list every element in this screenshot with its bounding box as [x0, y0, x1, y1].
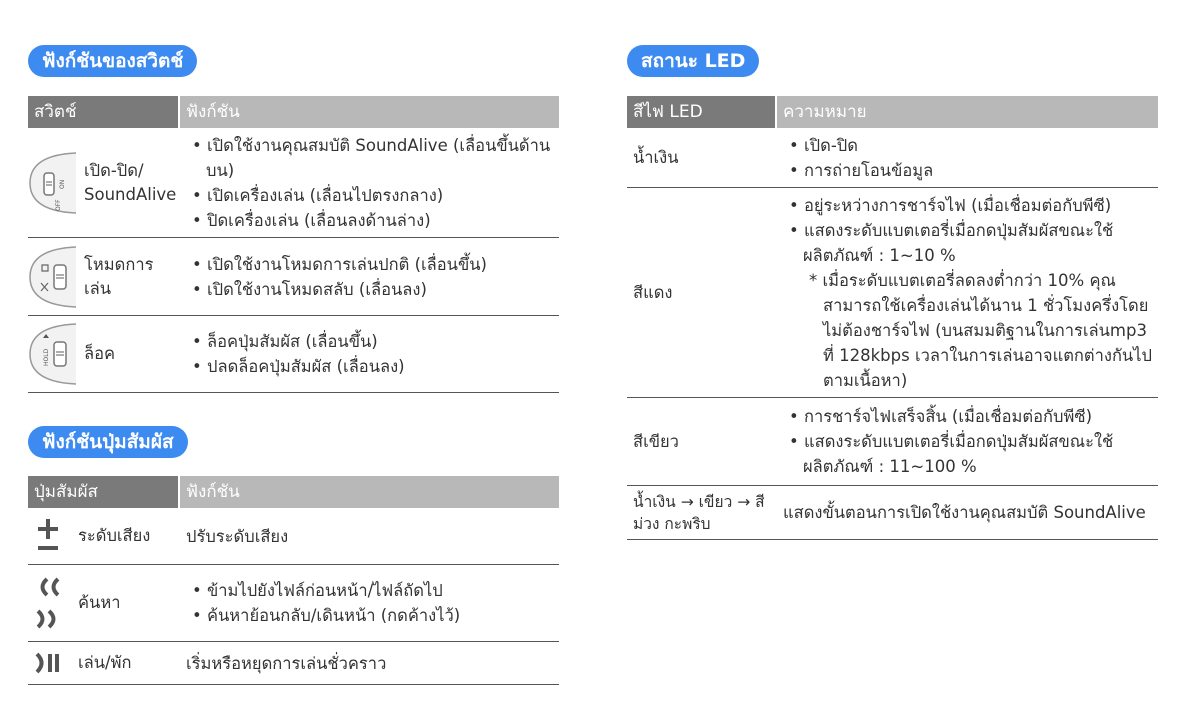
button-name-search: ค้นหา	[78, 593, 121, 612]
switch-name-power: เปิด-ปิด/ SoundAlive	[84, 160, 177, 204]
led-color-blue: น้ำเงิน	[633, 147, 679, 167]
table-row	[627, 486, 1158, 540]
header-function: ฟังก์ชัน	[178, 96, 559, 128]
table-row	[28, 316, 559, 393]
battery-note: * เมื่อระดับแบตเตอรี่ลดลงต่ำกว่า 10% คุณสามารถใช้เครื่องเล่นได้นาน 1 ชั่วโมงครึ่งโดยไม่ต้องชาร์จไฟ (บนสมมติฐานในการเล่นmp3 ที่ 128kbps เวลาในการเล่นอาจแตกต่างกันไปตามเนื้อหา)	[783, 268, 1158, 393]
power-switch-icon	[28, 151, 76, 215]
plus-icon	[36, 518, 60, 540]
table-row	[627, 188, 1158, 398]
list-item: • แสดงระดับแบตเตอรี่เมื่อกดปุ่มสัมผัสขณะใช้ผลิตภัณฑ์ : 1~10 %	[783, 218, 1158, 268]
switch-name-play-mode: โหมดการ เล่น	[84, 254, 154, 298]
table-row	[28, 238, 559, 316]
table-row	[28, 128, 559, 238]
header-meaning: ความหมาย	[775, 96, 1158, 128]
list-item: • ปลดล็อคปุ่มสัมผัส (เลื่อนลง)	[186, 354, 559, 379]
header-function: ฟังก์ชัน	[178, 476, 559, 508]
list-item: • แสดงระดับแบตเตอรี่เมื่อกดปุ่มสัมผัสขณะใช้ผลิตภัณฑ์ : 11~100 %	[783, 429, 1158, 479]
table-header	[28, 476, 559, 508]
table-row	[28, 565, 559, 642]
list-item: • เปิดเครื่องเล่น (เลื่อนไปตรงกลาง)	[186, 183, 559, 208]
touch-section-title: ฟังก์ชันปุ่มสัมผัส	[28, 426, 188, 458]
header-switch: สวิตช์	[28, 96, 178, 128]
led-color-green: สีเขียว	[633, 431, 679, 451]
list-item: • ล็อคปุ่มสัมผัส (เลื่อนขึ้น)	[186, 329, 559, 354]
touch-table	[28, 476, 559, 685]
list-item: • การชาร์จไฟเสร็จสิ้น (เมื่อเชื่อมต่อกับพีซี)	[783, 404, 1158, 429]
svg-text:ON: ON	[59, 179, 66, 189]
function-text: เริ่มหรือหยุดการเล่นชั่วคราว	[186, 653, 387, 673]
led-section-title: สถานะ LED	[627, 45, 759, 77]
fast-forward-icon	[35, 608, 61, 630]
button-name-play-pause: เล่น/พัก	[78, 653, 132, 672]
list-item: • ข้ามไปยังไฟล์ก่อนหน้า/ไฟล์ถัดไป	[186, 578, 559, 603]
table-row	[28, 508, 559, 565]
table-row	[627, 128, 1158, 188]
play-pause-icon	[34, 652, 62, 674]
table-row	[627, 398, 1158, 486]
table-header	[627, 96, 1158, 128]
list-item: • ค้นหาย้อนกลับ/เดินหน้า (กดค้างไว้)	[186, 603, 559, 628]
list-item: • อยู่ระหว่างการชาร์จไฟ (เมื่อเชื่อมต่อกับพีซี)	[783, 193, 1158, 218]
led-color-blinking: น้ำเงิน → เขียว → สีม่วง กะพริบ	[633, 492, 765, 533]
svg-text:HOLD: HOLD	[43, 348, 50, 366]
header-led-color: สีไฟ LED	[627, 96, 775, 128]
list-item: • การถ่ายโอนข้อมูล	[783, 158, 1158, 183]
switch-name-hold: ล็อค	[84, 344, 116, 363]
led-table	[627, 96, 1158, 540]
switch-section-title: ฟังก์ชันของสวิตช์	[28, 45, 197, 77]
rewind-icon	[35, 576, 61, 598]
hold-switch-icon	[28, 322, 76, 386]
button-name-volume: ระดับเสียง	[78, 526, 151, 545]
function-text: แสดงขั้นตอนการเปิดใช้งานคุณสมบัติ SoundAlive	[783, 503, 1146, 522]
switch-table	[28, 96, 559, 393]
svg-text:OFF: OFF	[55, 198, 62, 211]
play-mode-switch-icon	[28, 245, 76, 309]
function-text: ปรับระดับเสียง	[186, 526, 289, 546]
table-header	[28, 96, 559, 128]
list-item: • เปิดใช้งานโหมดสลับ (เลื่อนลง)	[186, 277, 559, 302]
table-row	[28, 642, 559, 685]
list-item: • เปิดใช้งานโหมดการเล่นปกติ (เลื่อนขึ้น)	[186, 252, 559, 277]
list-item: • ปิดเครื่องเล่น (เลื่อนลงด้านล่าง)	[186, 208, 559, 233]
minus-icon	[36, 540, 60, 554]
list-item: • เปิด-ปิด	[783, 133, 1158, 158]
header-touch-button: ปุ่มสัมผัส	[28, 476, 178, 508]
list-item: • เปิดใช้งานคุณสมบัติ SoundAlive (เลื่อนขึ้นด้าน บน)	[186, 133, 559, 183]
led-color-red: สีแดง	[633, 282, 673, 302]
